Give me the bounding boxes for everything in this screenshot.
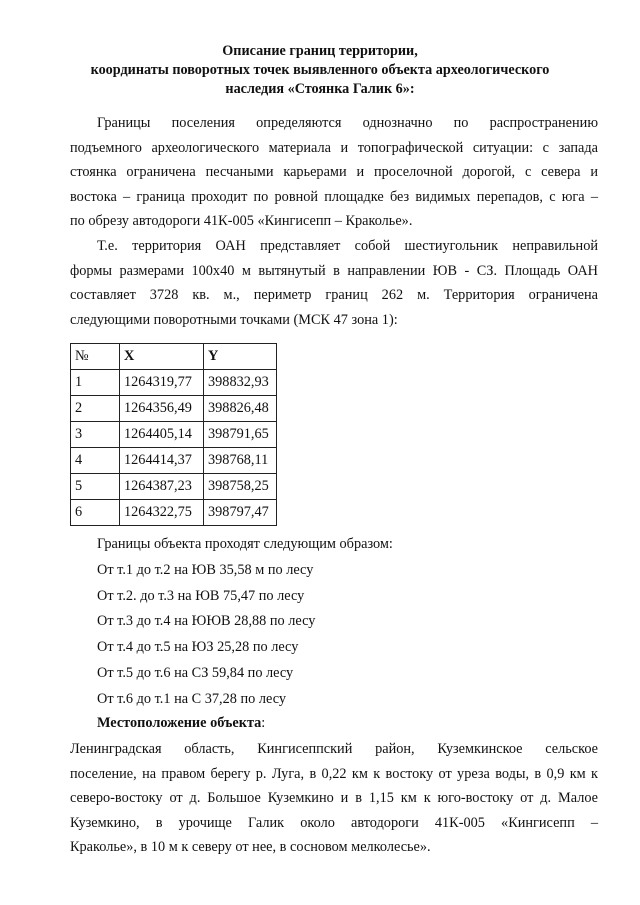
text-line: Куземкино, в урочище Галик около автодороги 41К-005 «Кингисепп – [70,814,598,831]
text-line: формы размерами 100х40 м вытянутый в направлении ЮВ - СЗ. Площадь ОАН [70,262,598,279]
table-row [71,500,277,526]
text-line: Ленинградская область, Кингисеппский район, Куземкинское сельское [70,741,598,757]
text-line: стоянка ограничена песчаными карьерами и проселочной дорогой, с севера и [70,164,598,181]
route-segment: От т.4 до т.5 на ЮЗ 25,28 по лесу [97,639,299,656]
table-header-row [71,344,277,370]
table-cell: 1264356,49 [120,396,204,422]
table-cell: 1264322,75 [120,500,204,526]
table-cell: 5 [71,474,120,500]
text-line: подъемного археологического материала и топографической ситуации: с запада [70,139,598,156]
text-line: Границы поселения определяются однозначно по распространению [97,115,598,131]
coordinates-table [70,343,277,526]
table-cell: 398791,65 [204,422,277,448]
boundary-description-paragraph [70,111,598,234]
table-cell: 398826,48 [204,396,277,422]
location-paragraph [70,737,598,860]
text-line: поселение, на правом берегу р. Луга, в 0,22 км к востоку от уреза воды, в 0,9 км к [70,765,598,782]
table-cell: 4 [71,448,120,474]
table-cell: 6 [71,500,120,526]
text-line: составляет 3728 кв. м., периметр границ 262 м. Территория ограничена [70,287,598,304]
location-heading-text: Местоположение объекта [97,715,262,731]
route-segment: От т.3 до т.4 на ЮЮВ 28,88 по лесу [97,613,316,630]
column-header-number: № [71,344,120,370]
boundary-route-list [97,532,393,713]
title-line: Описание границ территории, [222,43,418,59]
text-line: Краколье», в 10 м к северу от нее, в сосновом мелколесье». [70,839,431,856]
route-segment: От т.6 до т.1 на С 37,28 по лесу [97,690,287,707]
table-row [71,422,277,448]
location-heading-colon: : [261,715,266,731]
table-row [71,370,277,396]
text-line: следующими поворотными точками (МСК 47 зона 1): [70,311,398,328]
title-line: наследия «Стоянка Галик 6»: [225,81,415,97]
title-line: координаты поворотных точек выявленного объекта археологического [90,62,550,78]
table-cell: 1264414,37 [120,448,204,474]
text-line: Т.е. территория ОАН представляет собой шестиугольник неправильной [97,238,598,254]
table-cell: 398768,11 [204,448,277,474]
table-cell: 398758,25 [204,474,277,500]
route-segment: От т.2. до т.3 на ЮВ 75,47 по лесу [97,587,305,604]
route-segment: От т.5 до т.6 на СЗ 59,84 по лесу [97,664,294,681]
table-cell: 1264405,14 [120,422,204,448]
territory-summary-paragraph [70,234,598,332]
table-cell: 398797,47 [204,500,277,526]
table-cell: 1264387,23 [120,474,204,500]
text-line: северо-востоку от д. Большое Куземкино и в 1,15 км к юго-востоку от д. Малое [70,790,598,807]
column-header-x: X [120,344,204,370]
location-heading [97,713,265,733]
table-cell: 398832,93 [204,370,277,396]
column-header-y: Y [204,344,277,370]
table-row [71,448,277,474]
document-title [40,42,600,99]
route-intro: Границы объекта проходят следующим образом: [97,536,393,552]
route-segment: От т.1 до т.2 на ЮВ 35,58 м по лесу [97,561,314,578]
text-line: по обрезу автодороги 41К-005 «Кингисепп – Краколье». [70,213,413,230]
table-row [71,396,277,422]
table-cell: 1 [71,370,120,396]
table-cell: 3 [71,422,120,448]
table-cell: 2 [71,396,120,422]
text-line: востока – граница проходит по ровной площадке без видимых перепадов, с юга – [70,188,598,205]
table-cell: 1264319,77 [120,370,204,396]
table-row [71,474,277,500]
